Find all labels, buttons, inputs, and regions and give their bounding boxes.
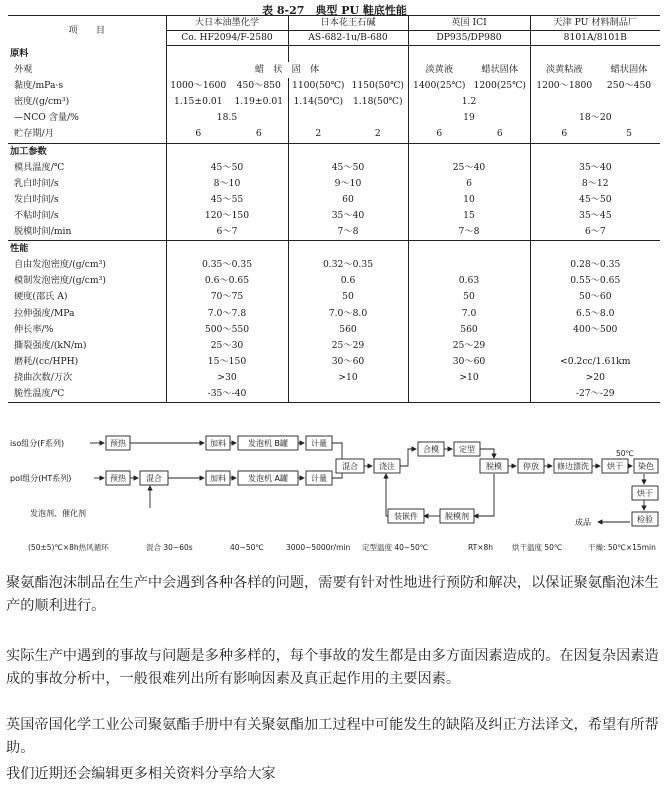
cell: 6 [166, 126, 230, 143]
cell: 9～10 [288, 176, 408, 192]
section-perf: 性能 [8, 241, 166, 258]
row-label: 自由发泡密度/(g/cm³) [14, 259, 106, 271]
cell: >30 [166, 370, 288, 386]
cell: 0.32～0.35 [288, 257, 408, 273]
note-temp: 40~50℃ [230, 543, 264, 552]
process-flow-diagram [8, 428, 663, 560]
cell: 6 [408, 126, 470, 143]
row-label: 硬度(邵氏 A) [14, 291, 68, 303]
cell: 7.0～7.8 [166, 306, 288, 322]
cell: 500～550 [166, 322, 288, 338]
cell: 50 [288, 289, 408, 305]
cell [288, 386, 408, 403]
note-speed: 3000~5000r/min [286, 543, 351, 552]
cell: 淡黄液 [408, 62, 470, 78]
box-mix-1: 混合 [146, 474, 162, 483]
cell: 35～40 [530, 160, 660, 176]
cell: 25～30 [166, 338, 288, 354]
cell: 50～60 [530, 289, 660, 305]
section-raw: 原料 [10, 47, 29, 59]
cell: 6～7 [166, 224, 288, 241]
cell: 6.5～8.0 [530, 306, 660, 322]
row-label: 撕裂强度/(kN/m) [14, 339, 87, 351]
box-foam-machine-b: 发泡机 B罐 [247, 439, 289, 448]
box-trim: 修边漂洗 [557, 462, 589, 471]
note-shape-temp: 定型温度 40~50℃ [362, 543, 429, 552]
cell: 18.5 [166, 110, 288, 126]
cell: 450～850 [236, 80, 281, 92]
cell: 1200～1800 [530, 78, 598, 94]
box-inspect: 检验 [637, 515, 653, 524]
cell: 1.2 [408, 94, 530, 110]
note-rt: RT×8h [468, 543, 494, 552]
cell: 50 [408, 289, 530, 305]
box-pour: 浇注 [379, 462, 395, 471]
cell: 1.14(50℃) [288, 94, 348, 110]
cell: 1150(50℃) [351, 80, 405, 92]
box-park: 停放 [523, 462, 539, 471]
box-insert: 装嵌件 [394, 512, 418, 521]
header-sub-1: Co. HF2094/F-2580 [166, 31, 288, 46]
cell: 19 [408, 110, 530, 126]
box-feed-2: 加料 [210, 474, 226, 483]
header-sub-4: 8101A/8101B [530, 31, 660, 46]
cell: 淡黄粘液 [530, 62, 598, 78]
cell: 45～50 [530, 192, 660, 208]
input-pol: pol组分(HT系列) [10, 474, 72, 483]
cell: >10 [288, 370, 408, 386]
box-mix-2: 混合 [342, 462, 358, 471]
header-group-1: 大日本油墨化学 [166, 16, 288, 31]
cell: 2 [288, 126, 348, 143]
header-sub-3: DP935/DP980 [408, 31, 530, 46]
cell: <0.2cc/1.61km [530, 354, 660, 370]
row-label: 伸长率/% [14, 323, 54, 335]
cell [408, 386, 530, 403]
box-dye: 染色 [638, 462, 654, 471]
row-label: 模制发泡密度/(g/cm³) [14, 275, 106, 287]
box-demold: 脱模 [486, 462, 502, 471]
cell: 7.0 [408, 306, 530, 322]
cell: 6 [530, 126, 598, 143]
table-title: 表 8-27 典型 PU 鞋底性能 [262, 4, 407, 17]
row-label: 外观 [14, 64, 33, 76]
cell: 120～150 [166, 208, 288, 224]
row-label: 脆性温度/℃ [8, 386, 166, 403]
note-preheat: (50±5)℃×8h热风循环 [28, 543, 109, 552]
cell: 2 [374, 128, 381, 140]
cell: 0.35～0.35 [166, 257, 288, 273]
cell: 6～7 [530, 224, 660, 241]
header-group-3: 英国 ICI [408, 16, 530, 31]
cell: 0.55～0.65 [530, 273, 660, 289]
cell: 400～500 [530, 322, 660, 338]
row-label: 拉伸强度/MPa [14, 307, 75, 319]
header-group-4: 天津 PU 材料制品厂 [530, 16, 660, 31]
input-additives: 发泡剂、催化剂 [30, 509, 86, 518]
cell: 6 [496, 128, 503, 140]
cell: 0.6～0.65 [166, 273, 288, 289]
cell [408, 257, 530, 273]
row-label: 不粘时间/s [14, 209, 59, 221]
header-item: 项 目 [8, 16, 166, 46]
cell: 7～8 [288, 224, 408, 241]
cell: 蜡 状 固 体 [166, 62, 408, 78]
box-shape: 定型 [459, 445, 475, 454]
row-label: 挠曲次数/万次 [14, 371, 73, 383]
cell: 蜡状固体 [481, 64, 519, 76]
cell: 60 [288, 192, 408, 208]
note-mix-time: 混合 30~60s [146, 543, 193, 552]
cell: 1.19±0.01 [234, 96, 284, 108]
cell: 1200(25℃) [473, 80, 527, 92]
cell: 560 [288, 322, 408, 338]
row-label: 脱模时间/min [14, 226, 72, 238]
cell: 15 [408, 208, 530, 224]
box-dry-2: 烘干 [637, 489, 653, 498]
box-preheat-2: 预热 [110, 474, 126, 483]
cell: 5 [626, 128, 632, 140]
cell: >20 [530, 370, 660, 386]
paragraph-2: 实际生产中遇到的事故与问题是多种多样的，每个事故的发生都是由多方面因素造成的。在因复杂因素造成的事故分析中，一般很难列出所有影响因素及真正起作用的主要因素。 [6, 648, 659, 687]
cell: 45～55 [166, 192, 288, 208]
row-label: 密度/(g/cm³) [14, 96, 70, 108]
cell: 45～50 [288, 160, 408, 176]
cell [530, 338, 660, 354]
note-50c: 50℃ [616, 449, 634, 458]
box-foam-machine-a: 发泡机 A罐 [247, 474, 289, 483]
row-label: 磨耗/(cc/HPH) [14, 355, 79, 367]
cell: >10 [408, 370, 530, 386]
row-label: —NCO 含量/% [14, 112, 79, 124]
paragraph-3: 英国帝国化学工业公司聚氨酯手册中有关聚氨酯加工过程中可能发生的缺陷及纠正方法译文，希望有所帮助。 [6, 717, 659, 756]
cell: 45～50 [166, 160, 288, 176]
cell: 1400(25℃) [408, 78, 470, 94]
paragraph-4: 我们近期还会编辑更多相关资料分享给大家 [6, 766, 276, 782]
box-meter-2: 计量 [311, 474, 327, 483]
row-label: 黏度/mPa·s [14, 80, 64, 92]
cell: 70～75 [166, 289, 288, 305]
box-product: 成品 [575, 518, 591, 527]
cell: 8～10 [166, 176, 288, 192]
cell: 25～29 [408, 338, 530, 354]
cell: 25～40 [408, 160, 530, 176]
row-label: 模具温度/℃ [14, 161, 65, 173]
pu-sole-property-table [8, 15, 660, 403]
row-label: 乳白时间/s [14, 177, 59, 189]
cell: 15～150 [166, 354, 288, 370]
cell: 30～60 [288, 354, 408, 370]
cell: 1000～1600 [166, 78, 230, 94]
cell: 1100(50℃) [288, 78, 348, 94]
box-preheat-1: 预热 [110, 439, 126, 448]
cell: 18～20 [530, 110, 660, 126]
header-group-2: 日本花王石碱 [288, 16, 408, 31]
cell: -27～-29 [530, 386, 660, 403]
paragraph-1: 聚氨酯泡沫制品在生产中会遇到各种各样的问题，需要有针对性地进行预防和解决，以保证聚氨酯泡沫生产的顺利进行。 [6, 575, 659, 614]
cell: 35～40 [288, 208, 408, 224]
cell: 1.15±0.01 [166, 94, 230, 110]
cell: 25～29 [288, 338, 408, 354]
cell: 560 [408, 322, 530, 338]
cell: 蜡状固体 [610, 64, 648, 76]
cell: 7～8 [408, 224, 530, 241]
box-feed-1: 加料 [210, 439, 226, 448]
cell: 6 [408, 176, 530, 192]
note-drying: 干燥: 50℃×15min [588, 543, 656, 552]
input-iso: iso组分(F系列) [10, 439, 65, 448]
box-meter-1: 计量 [311, 439, 327, 448]
cell: 1.18(50℃) [352, 96, 403, 108]
cell: 0.6 [288, 273, 408, 289]
cell: 250～450 [606, 80, 652, 92]
cell: 0.63 [408, 273, 530, 289]
box-release-agent: 脱模剂 [445, 512, 469, 521]
section-process: 加工参数 [8, 143, 166, 160]
cell: 0.28～0.35 [530, 257, 660, 273]
cell: -35～-40 [166, 386, 288, 403]
row-label: 发白时间/s [14, 193, 59, 205]
cell: 7.0～8.0 [288, 306, 408, 322]
cell: 30～60 [408, 354, 530, 370]
cell: 6 [255, 128, 262, 140]
cell: 35～45 [530, 208, 660, 224]
box-dry-1: 烘干 [607, 462, 623, 471]
header-sub-2: AS-682-1u/B-680 [288, 31, 408, 46]
cell: 8～12 [530, 176, 660, 192]
box-close-mold: 合模 [423, 445, 439, 454]
row-label: 贮存期/月 [14, 128, 54, 140]
cell: 10 [408, 192, 530, 208]
note-dry-temp: 烘干温度 50℃ [512, 543, 563, 552]
